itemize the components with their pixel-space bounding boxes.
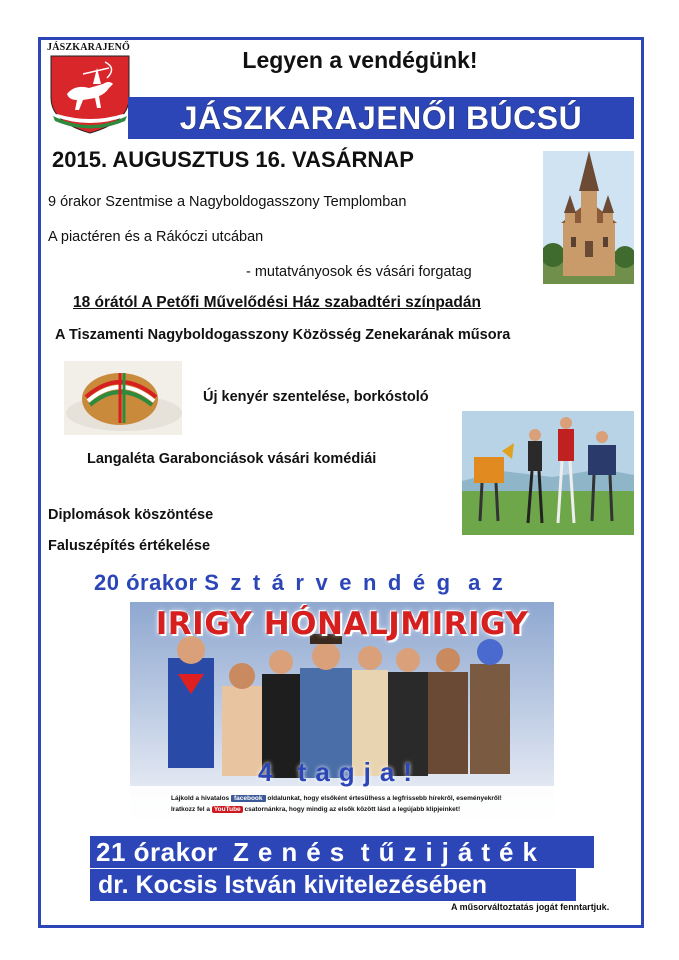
band-name-title: IRIGY HÓNALJMIRIGY	[155, 606, 529, 642]
stilt-performers-photo	[462, 411, 634, 535]
event-date: 2015. AUGUSZTUS 16. VASÁRNAP	[52, 147, 414, 172]
fireworks-word-zenes: Zenés	[233, 837, 354, 867]
star-word-az: az	[468, 570, 515, 595]
coat-of-arms-caption: JÁSZKARAJENŐ	[47, 42, 130, 53]
fireworks-time: 21 órakor	[96, 837, 218, 867]
coat-of-arms-icon	[47, 54, 133, 134]
band-line: A Tiszamenti Nagyboldogasszony Közösség Zenekarának műsora	[55, 327, 511, 343]
star-guest-heading	[94, 570, 514, 596]
star-word: Sztárvendég	[204, 570, 462, 595]
star-time: 20 órakor	[94, 570, 198, 595]
facebook-note	[171, 795, 502, 802]
fireworks-banner	[90, 836, 594, 868]
facebook-icon[interactable]: facebook	[231, 795, 266, 802]
event-title-banner: JÁSZKARAJENŐI BÚCSÚ	[128, 97, 634, 139]
youtube-note-end: csatornánkra, hogy mindig az elsők között lásd a legújabb klipjeinket!	[244, 806, 461, 813]
comedy-line: Langaléta Garabonciások vásári komédiái	[87, 451, 377, 467]
disclaimer-text: A műsorváltoztatás jogát fenntartjuk.	[451, 902, 610, 912]
market-show-line: - mutatványosok és vásári forgatag	[246, 264, 472, 280]
fireworks-word-tuzijatek: tűzijáték	[360, 837, 546, 867]
youtube-note	[171, 806, 460, 813]
fireworks-director-banner: dr. Kocsis István kivitelezésében	[90, 869, 576, 901]
village-line: Faluszépítés értékelése	[48, 538, 211, 554]
youtube-note-start: Iratkozz fel a	[171, 806, 211, 813]
welcome-heading: Legyen a vendégünk!	[242, 47, 478, 73]
bread-line: Új kenyér szentelése, borkóstoló	[203, 389, 429, 405]
facebook-note-start: Lájkold a hivatalos	[171, 795, 230, 802]
graduates-line: Diplomások köszöntése	[48, 507, 214, 523]
youtube-icon[interactable]: YouTube	[213, 806, 241, 813]
band-members-text: 4 tagja!	[258, 757, 422, 787]
facebook-note-end: oldalunkat, hogy elsőként értesülhess a legfrissebb hírekről, eseményekről!	[267, 795, 502, 802]
market-place-line: A piactéren és a Rákóczi utcában	[48, 229, 264, 245]
stage-line: 18 órától A Petőfi Művelődési Ház szabadtéri színpadán	[73, 294, 481, 311]
bread-photo	[64, 361, 182, 435]
church-photo	[543, 151, 634, 284]
mass-line: 9 órakor Szentmise a Nagyboldogasszony Templomban	[48, 194, 407, 210]
